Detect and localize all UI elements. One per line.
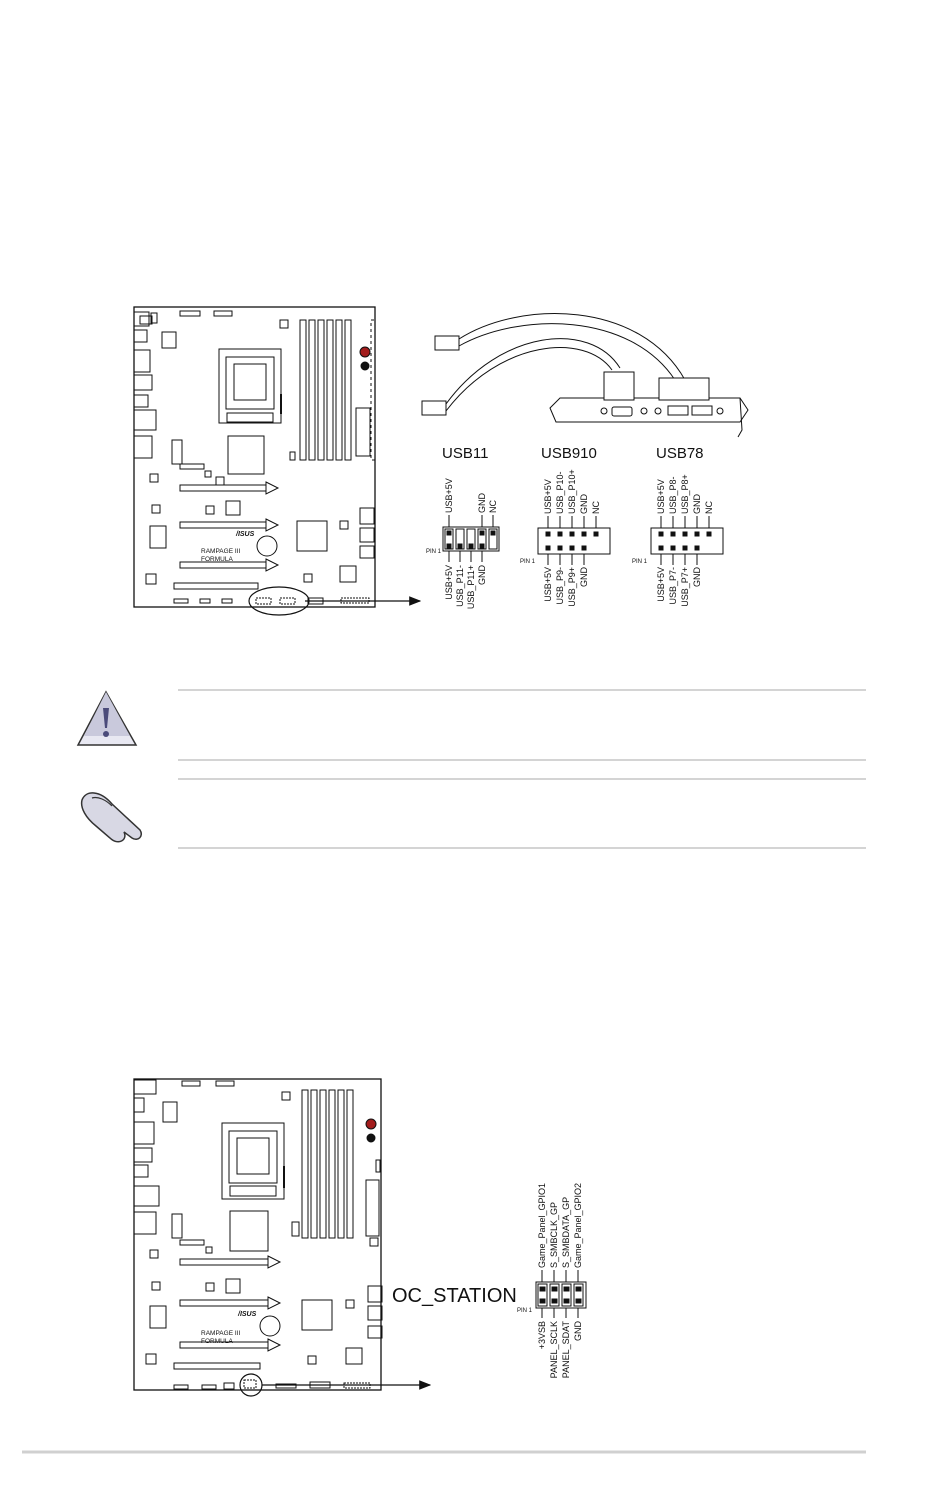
usb11-top-pin-1: USB+5V [444,478,454,513]
usb910-bottom-pin-2: USB_P9- [555,567,565,605]
oc-station-top-pin-2: S_SMBCLK_GP [549,1201,559,1268]
usb910-bottom-pin-4: GND [579,567,589,587]
board-model-line2-2: FORMULA [201,1338,233,1345]
oc-station-top-pin-1: Game_Panel_GPIO1 [537,1182,547,1268]
usb78-pin-block [651,516,723,565]
board-brand-text: /ISUS [236,531,255,538]
usb11-bottom-pin-1: USB+5V [444,565,454,600]
usb11-bottom-pin-3: USB_P11+ [466,565,476,610]
usb11-pin1-label: PIN 1 [426,549,442,555]
usb910-top-pin-4: GND [579,494,589,514]
usb78-bottom-pin-1: USB+5V [656,567,666,602]
usb11-top-pin-3: NC [488,500,498,513]
usb910-top-pin-1: USB+5V [543,479,553,514]
board-brand-text-2: /ISUS [238,1311,257,1318]
oc-station-pin-block [536,1270,586,1318]
board-model-line2: FORMULA [201,556,233,563]
usb11-top-pin-2: GND [477,493,487,513]
usb910-header-title: USB910 [541,445,597,462]
usb78-bottom-pin-3: USB_P7+ [680,567,690,607]
usb910-pin-block [538,516,610,565]
board-branding-2 [201,1311,257,1345]
usb78-bottom-pin-4: GND [692,567,702,587]
oc-station-top-pin-4: Game_Panel_GPIO2 [573,1182,583,1268]
usb910-pin1-label: PIN 1 [520,559,536,565]
board-branding-1 [201,531,255,563]
usb78-pin1-label: PIN 1 [632,559,648,565]
usb910-top-pin-3: USB_P10+ [567,469,577,514]
usb78-bottom-pin-2: USB_P7- [668,567,678,605]
oc-station-bottom-pin-4: GND [573,1321,583,1341]
usb910-bottom-pin-3: USB_P9+ [567,567,577,607]
oc-station-pin1-label: PIN 1 [517,1308,533,1314]
usb910-bottom-pin-1: USB+5V [543,567,553,602]
warning-icon [78,692,136,745]
usb78-top-pin-2: USB_P8- [668,476,678,514]
usb78-top-pin-3: USB_P8+ [680,474,690,514]
oc-station-bottom-pin-3: PANEL_SDAT [561,1321,571,1379]
usb910-top-pin-2: USB_P10- [555,471,565,514]
board-model-line1: RAMPAGE III [201,548,241,555]
usb11-header-title: USB11 [442,445,489,462]
usb78-top-pin-5: NC [704,501,714,514]
oc-station-top-pin-3: S_SMBDATA_GP [561,1196,571,1268]
motherboard-diagram-2 [134,1079,382,1396]
usb78-header-title: USB78 [656,445,704,462]
motherboard-diagram-1 [134,307,375,615]
usb11-bottom-pin-2: USB_P11- [455,565,465,607]
usb11-pin-block [443,515,499,562]
board-model-line1-2: RAMPAGE III [201,1330,241,1337]
oc-station-header-title: OC_STATION [392,1285,517,1307]
usb78-top-pin-4: GND [692,494,702,514]
note-hand-icon [82,793,142,842]
usb910-top-pin-5: NC [591,501,601,514]
usb-bracket-cable [422,314,748,437]
oc-station-bottom-pin-2: PANEL_SCLK [549,1321,559,1379]
oc-station-bottom-pin-1: +3VSB [537,1321,547,1350]
usb78-top-pin-1: USB+5V [656,479,666,514]
usb11-bottom-pin-4: GND [477,565,487,585]
